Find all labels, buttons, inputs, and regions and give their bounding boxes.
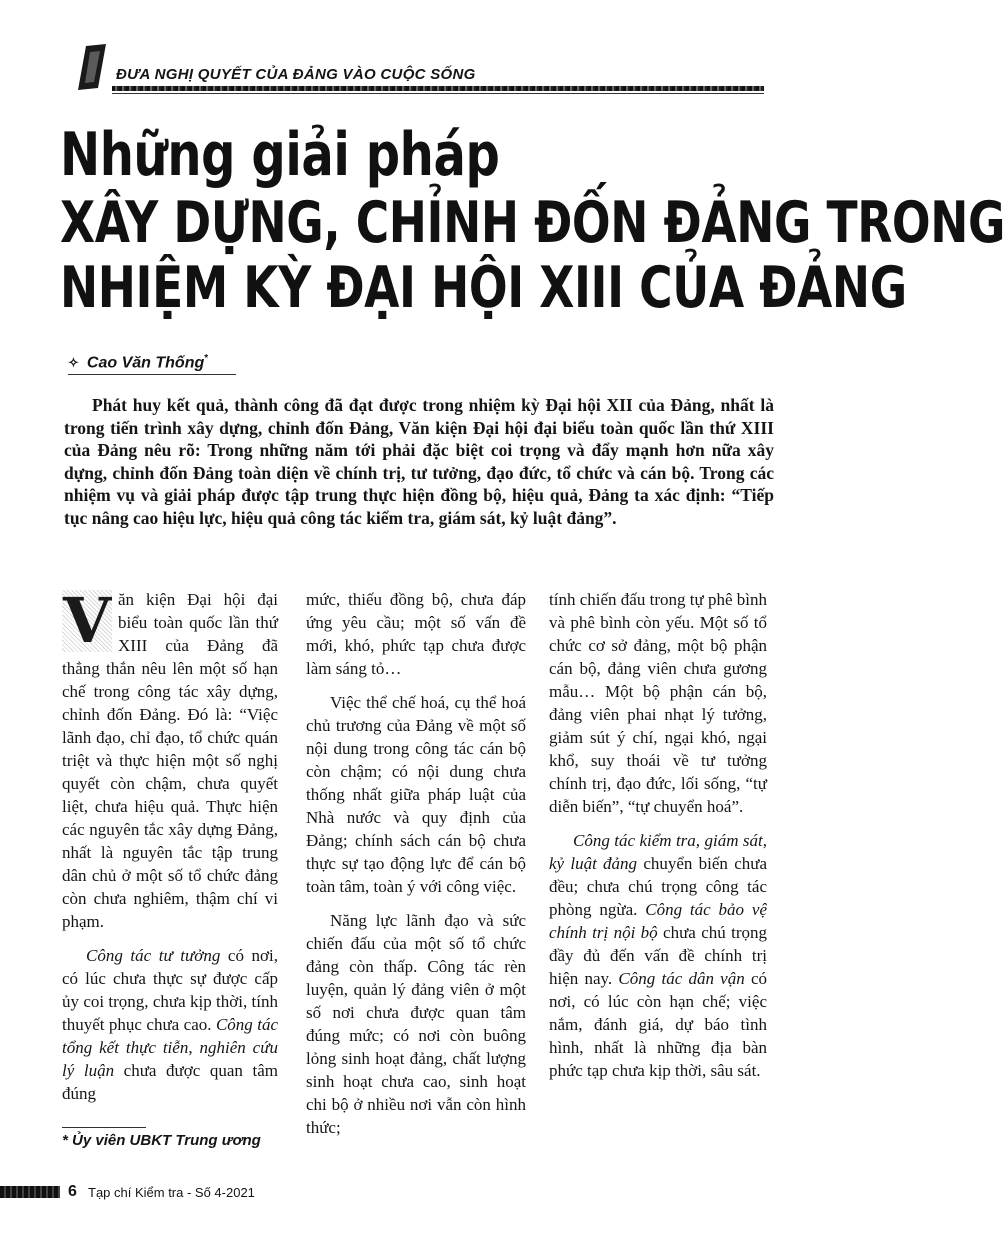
paragraph-text: ăn kiện Đại hội đại biểu toàn quốc lần thứ XIII của Đảng đã thẳng thắn nêu lên một số hạn chế trong công tác xây dựng, chỉnh đốn Đảng. Đó là: “Việc lãnh đạo, chỉ đạo, tổ chức quán triệt và thực hiện một số nghị quyết còn chậm, chưa quyết liệt, chưa hiệu quả. Thực hiện các nguyên tắc xây dựng Đảng, nhất là nguyên tắc tập trung dân chủ ở một số tổ chức đảng còn chưa nghiêm, thậm chí vi phạm.	[62, 590, 278, 931]
paragraph: tính chiến đấu trong tự phê bình và phê bình còn yếu. Một số tổ chức cơ sở đảng, một bộ phận cán bộ, đảng viên chưa gương mẫu… Một bộ phận cán bộ, đảng viên phai nhạt lý tưởng, giảm sút ý chí, ngại khó, ngại khổ, suy thoái về tư tưởng chính trị, đạo đức, lối sống, “tự diễn biến”, “tự chuyển hoá”.	[549, 590, 767, 816]
lead-paragraph: Phát huy kết quả, thành công đã đạt được trong nhiệm kỳ Đại hội XII của Đảng, nhất là trong tiến trình xây dựng, chỉnh đốn Đảng, Văn kiện Đại hội đại biểu toàn quốc lần thứ XIII của Đảng nêu rõ: Trong những năm tới phải đặc biệt coi trọng và đẩy mạnh hơn nữa xây dựng, chỉnh đốn Đảng toàn diện về chính trị, tư tưởng, đạo đức, tổ chức và cán bộ. Trong các nhiệm vụ và giải pháp được tập trung thực hiện đồng bộ, hiệu quả, Đảng ta xác định: “Tiếp tục nâng cao hiệu lực, hiệu quả công tác kiểm tra, giám sát, kỷ luật đảng”.	[64, 395, 774, 528]
paragraph-text: chưa chú trọng đầy đủ đến vấn đề chính trị hiện nay.	[549, 923, 767, 988]
column-1	[62, 584, 279, 1116]
emphasis: Công tác tổng kết thực tiễn, nghiên cứu lý luận	[62, 1015, 279, 1080]
author-footnote-mark: *	[204, 353, 209, 364]
paragraph-text: chuyển biến chưa đều; chưa chú trọng công tác phòng ngừa.	[549, 854, 767, 919]
article-title-line-3: NHIỆM KỲ ĐẠI HỘI XIII CỦA ĐẢNG	[60, 255, 907, 321]
paragraph: Năng lực lãnh đạo và sức chiến đấu của một số tổ chức đảng còn thấp. Công tác rèn luyện, quản lý đảng viên ở một số nơi chưa được quan tâm đúng mức; có nơi còn buông lỏng sinh hoạt đảng, chất lượng sinh hoạt chưa cao, sinh hoạt chi bộ ở nhiều nơi vẫn còn hình thức;	[306, 911, 526, 1137]
diamond-bullet-icon: ✧	[68, 355, 79, 371]
paragraph: Việc thể chế hoá, cụ thể hoá chủ trương của Đảng về một số nội dung trong công tác cán bộ còn chậm; có nội dung chưa thống nhất giữa pháp luật của Nhà nước và quy định của Đảng; chính sách cán bộ chưa thực sự tạo động lực để cán bộ toàn tâm, toàn ý với công việc.	[306, 693, 526, 896]
article-title-line-2: XÂY DỰNG, CHỈNH ĐỐN ĐẢNG TRONG	[60, 190, 1005, 256]
journal-name: Tạp chí Kiểm tra - Số 4-2021	[88, 1185, 255, 1200]
emphasis: Công tác dân vận	[618, 969, 745, 988]
emphasis: Công tác tư tưởng	[86, 946, 221, 965]
paragraph	[62, 584, 278, 933]
paragraph-text: có nơi, có lúc còn hạn chế; việc nắm, đánh giá, dự báo tình hình, nhất là những địa bàn phức tạp chưa kịp thời, sâu sát.	[549, 969, 768, 1080]
section-mark-icon	[76, 44, 108, 90]
emphasis: Công tác kiểm tra, giám sát, kỷ luật đảng	[549, 831, 767, 873]
section-header: ĐƯA NGHỊ QUYẾT CỦA ĐẢNG VÀO CUỘC SỐNG	[116, 66, 476, 83]
emphasis: Công tác bảo vệ chính trị nội bộ	[549, 900, 768, 942]
paragraph: mức, thiếu đồng bộ, chưa đáp ứng yêu cầu; một số vấn đề mới, khó, phức tạp chưa được làm sáng tỏ…	[306, 590, 526, 678]
paragraph	[62, 944, 278, 1105]
byline	[68, 353, 208, 372]
header-rule	[112, 86, 764, 91]
footnote-rule	[62, 1127, 146, 1128]
byline-rule	[68, 374, 236, 375]
footnote: * Ủy viên UBKT Trung ương	[62, 1132, 261, 1149]
drop-cap: V	[62, 584, 112, 657]
column-3	[549, 588, 767, 1093]
page-number: 6	[68, 1183, 77, 1200]
author-name: Cao Văn Thống	[86, 354, 205, 372]
footer-bar	[0, 1186, 60, 1198]
paragraph-text: có nơi, có lúc chưa thực sự được cấp ủy coi trọng, chưa kịp thời, tính thuyết phục chưa cao.	[62, 946, 278, 1034]
paragraph	[549, 829, 767, 1082]
header-rule-thin	[112, 93, 764, 94]
column-2	[306, 588, 526, 1150]
paragraph-text: chưa được quan tâm đúng	[62, 1061, 278, 1103]
article-title-line-1: Những giải pháp	[60, 120, 500, 190]
